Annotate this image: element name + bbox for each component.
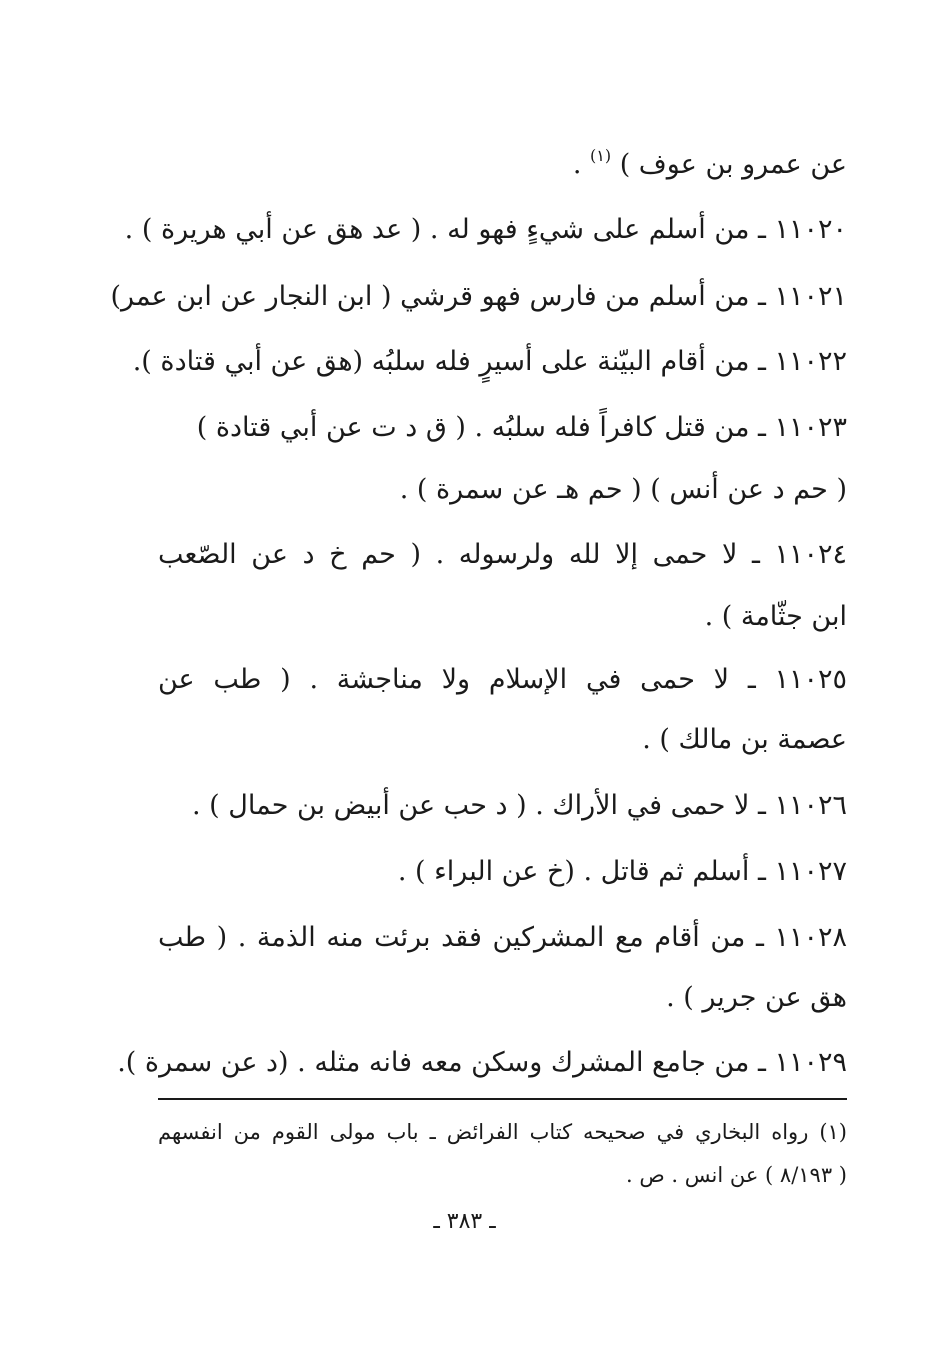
line-text: عن عمرو بن عوف ) — [611, 149, 847, 180]
footnote-line-1 — [158, 1115, 847, 1149]
hadith-text: ـ من أسلم من فارس فهو قرشي ( ابن النجار عن ابن عمر) — [110, 281, 775, 312]
hadith-number: ١١٠٢٧ — [774, 856, 847, 887]
footnote-divider — [158, 1098, 847, 1100]
continuation-line — [705, 597, 847, 637]
hadith-text: ـ من أسلم على شيءٍ فهو له . ( عد هق عن أبي هريرة ) . — [124, 214, 775, 245]
hadith-text: ـ لا حمى في الأراك . ( د حب عن أبيض بن حمال ) . — [191, 790, 775, 821]
hadith-11027 — [398, 852, 847, 892]
hadith-number: ١١٠٢٣ — [774, 412, 847, 443]
line-text: عصمة بن مالك ) . — [642, 724, 847, 755]
line-tail: . — [572, 149, 591, 180]
hadith-11024 — [158, 535, 847, 575]
footnote-text: (١) رواه البخاري في صحيحه كتاب الفرائض ـ باب مولى القوم من انفسهم — [158, 1120, 847, 1144]
line-text: هق عن جرير ) . — [666, 982, 847, 1013]
line-text: ( حم د عن أنس ) ( حم هـ عن سمرة ) . — [399, 474, 847, 505]
hadith-11025 — [158, 660, 847, 700]
page-number: ـ ٣٨٣ ـ — [433, 1209, 496, 1234]
hadith-text: ـ من جامع المشرك وسكن معه فانه مثله . (د عن سمرة ). — [117, 1047, 775, 1078]
footnote-text: ( ٨/١٩٣ ) عن انس . ص . — [625, 1163, 847, 1187]
hadith-text: ـ من قتل كافراً فله سلبُه . ( ق د ت عن أبي قتادة ) — [196, 412, 775, 443]
hadith-11021 — [111, 277, 847, 317]
hadith-text: ـ لا حمى إلا لله ولرسوله . ( حم خ د عن الصّعب — [158, 539, 775, 570]
line-text: ابن جثّامة ) . — [704, 601, 847, 632]
hadith-11022 — [133, 342, 847, 382]
hadith-11028 — [158, 918, 847, 958]
hadith-number: ١١٠٢٢ — [774, 346, 847, 377]
hadith-number: ١١٠٢١ — [774, 281, 847, 312]
hadith-11026 — [192, 786, 847, 826]
hadith-text: ـ من أقام مع المشركين فقد برئت منه الذمة . ( طب — [158, 922, 775, 953]
hadith-11020 — [125, 210, 847, 250]
text-line-1 — [573, 145, 847, 185]
continuation-line — [666, 978, 847, 1018]
hadith-number: ١١٠٢٦ — [774, 790, 847, 821]
hadith-text: ـ أسلم ثم قاتل . (خ عن البراء ) . — [397, 856, 775, 887]
footnote-marker: (١) — [590, 146, 612, 165]
hadith-number: ١١٠٢٤ — [774, 539, 847, 570]
hadith-number: ١١٠٢٥ — [774, 664, 847, 695]
hadith-number: ١١٠٢٨ — [774, 922, 847, 953]
hadith-11023 — [197, 408, 847, 448]
continuation-line — [400, 470, 847, 510]
footnote-line-2 — [626, 1158, 847, 1192]
hadith-text: ـ من أقام البيّنة على أسيرٍ فله سلبُه (هق عن أبي قتادة ). — [132, 346, 775, 377]
hadith-number: ١١٠٢٠ — [774, 214, 847, 245]
hadith-number: ١١٠٢٩ — [774, 1047, 847, 1078]
hadith-text: ـ لا حمى في الإسلام ولا مناجشة . ( طب عن — [158, 664, 775, 695]
continuation-line — [642, 720, 847, 760]
hadith-11029 — [117, 1043, 847, 1083]
